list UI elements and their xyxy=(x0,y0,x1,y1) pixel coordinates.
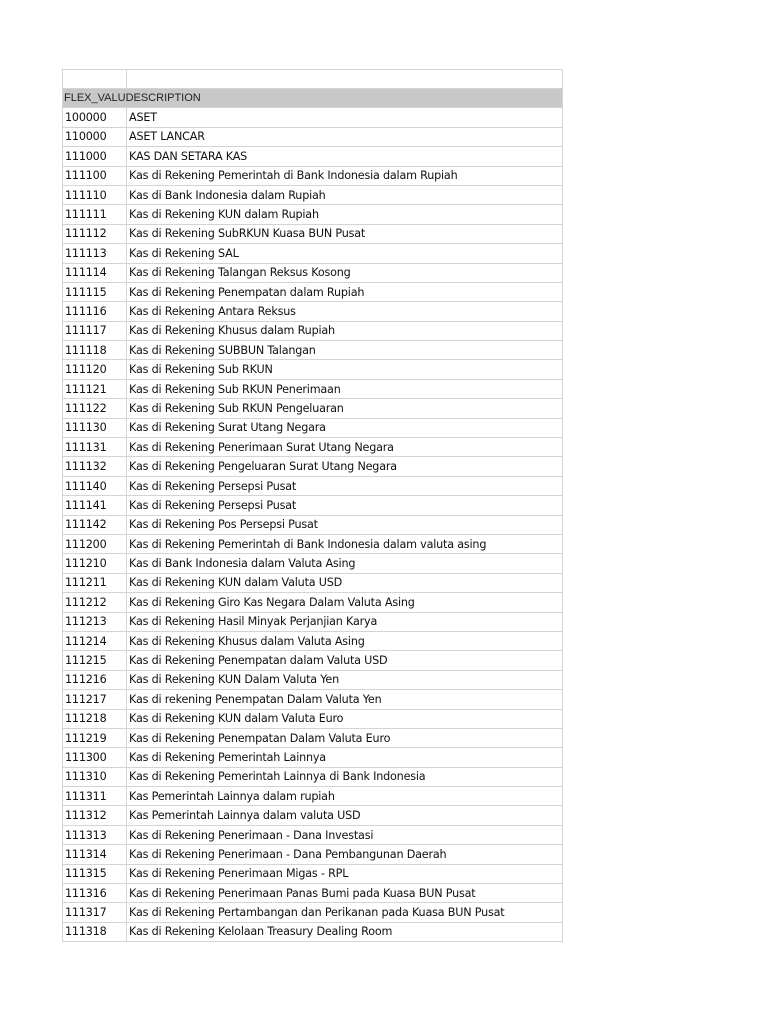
flex-value-cell: 111312 xyxy=(63,806,127,824)
table-row xyxy=(63,322,563,341)
description-cell: Kas di Rekening KUN dalam Valuta Euro xyxy=(127,710,563,728)
description-cell: Kas di Rekening Kelolaan Treasury Dealing Room xyxy=(127,923,563,941)
table-row xyxy=(63,826,563,845)
description-cell: ASET xyxy=(127,108,563,126)
description-cell: Kas di Rekening Penempatan dalam Rupiah xyxy=(127,283,563,301)
description-cell: Kas di Rekening Hasil Minyak Perjanjian Karya xyxy=(127,613,563,631)
description-cell: Kas di Rekening SubRKUN Kuasa BUN Pusat xyxy=(127,225,563,243)
description-cell: Kas di Rekening KUN Dalam Valuta Yen xyxy=(127,671,563,689)
description-cell: Kas di Rekening Giro Kas Negara Dalam Valuta Asing xyxy=(127,593,563,611)
description-cell: Kas di Rekening Penerimaan - Dana Pembangunan Daerah xyxy=(127,845,563,863)
flex-value-cell: 111115 xyxy=(63,283,127,301)
table-row xyxy=(63,787,563,806)
description-cell: Kas di Rekening Khusus dalam Valuta Asing xyxy=(127,632,563,650)
table-row xyxy=(63,167,563,186)
description-cell: Kas di Rekening Pemerintah Lainnya xyxy=(127,748,563,766)
description-cell: Kas di Rekening Penempatan dalam Valuta USD xyxy=(127,651,563,669)
description-cell: Kas di Rekening Sub RKUN Pengeluaran xyxy=(127,399,563,417)
description-cell: Kas di Bank Indonesia dalam Rupiah xyxy=(127,186,563,204)
flex-value-cell: 111218 xyxy=(63,710,127,728)
table-body xyxy=(63,108,563,942)
description-cell: Kas di Rekening Sub RKUN Penerimaan xyxy=(127,380,563,398)
empty-top-row xyxy=(63,70,563,89)
description-cell: Kas di Rekening KUN dalam Rupiah xyxy=(127,205,563,223)
table-row xyxy=(63,341,563,360)
table-row xyxy=(63,884,563,903)
flex-value-cell: 111211 xyxy=(63,574,127,592)
table-row xyxy=(63,457,563,476)
description-cell: Kas di Rekening Penerimaan Surat Utang Negara xyxy=(127,438,563,456)
description-cell: Kas di Rekening Persepsi Pusat xyxy=(127,477,563,495)
header-row xyxy=(63,89,563,108)
empty-cell xyxy=(127,70,563,88)
flex-value-cell: 111142 xyxy=(63,516,127,534)
table-row xyxy=(63,729,563,748)
flex-value-cell: 111216 xyxy=(63,671,127,689)
table-row xyxy=(63,244,563,263)
flex-value-cell: 111000 xyxy=(63,147,127,165)
flex-value-cell: 111200 xyxy=(63,535,127,553)
table-row xyxy=(63,671,563,690)
flex-value-cell: 111130 xyxy=(63,419,127,437)
flex-value-cell: 111113 xyxy=(63,244,127,262)
table-row xyxy=(63,632,563,651)
table-row xyxy=(63,380,563,399)
description-cell: Kas di Rekening SUBBUN Talangan xyxy=(127,341,563,359)
description-cell: Kas di Rekening SAL xyxy=(127,244,563,262)
flex-value-cell: 111300 xyxy=(63,748,127,766)
flex-value-cell: 111140 xyxy=(63,477,127,495)
flex-value-cell: 111212 xyxy=(63,593,127,611)
table-row xyxy=(63,845,563,864)
description-cell: Kas di Rekening Pemerintah Lainnya di Bank Indonesia xyxy=(127,768,563,786)
description-cell: Kas Pemerintah Lainnya dalam valuta USD xyxy=(127,806,563,824)
description-cell: Kas di Rekening KUN dalam Valuta USD xyxy=(127,574,563,592)
description-cell: ASET LANCAR xyxy=(127,128,563,146)
table-row xyxy=(63,516,563,535)
table-row xyxy=(63,264,563,283)
flex-value-cell: 111100 xyxy=(63,167,127,185)
table-row xyxy=(63,302,563,321)
description-cell: Kas di Bank Indonesia dalam Valuta Asing xyxy=(127,554,563,572)
table-row xyxy=(63,225,563,244)
flex-value-cell: 111116 xyxy=(63,302,127,320)
table-row xyxy=(63,399,563,418)
description-cell: Kas di Rekening Pemerintah di Bank Indonesia dalam valuta asing xyxy=(127,535,563,553)
description-cell: Kas di rekening Penempatan Dalam Valuta Yen xyxy=(127,690,563,708)
description-cell: Kas di Rekening Pemerintah di Bank Indonesia dalam Rupiah xyxy=(127,167,563,185)
flex-value-cell: 111120 xyxy=(63,360,127,378)
flex-value-cell: 111316 xyxy=(63,884,127,902)
table-row xyxy=(63,806,563,825)
description-cell: Kas di Rekening Pos Persepsi Pusat xyxy=(127,516,563,534)
description-cell: Kas Pemerintah Lainnya dalam rupiah xyxy=(127,787,563,805)
flex-value-cell: 111317 xyxy=(63,903,127,921)
table-row xyxy=(63,147,563,166)
table-row xyxy=(63,651,563,670)
table-row xyxy=(63,923,563,942)
description-cell: Kas di Rekening Sub RKUN xyxy=(127,360,563,378)
flex-value-cell: 111310 xyxy=(63,768,127,786)
table-row xyxy=(63,360,563,379)
header-cell xyxy=(63,89,201,107)
description-cell: Kas di Rekening Khusus dalam Rupiah xyxy=(127,322,563,340)
flex-value-cell: 111213 xyxy=(63,613,127,631)
description-cell: Kas di Rekening Penerimaan - Dana Investasi xyxy=(127,826,563,844)
flex-value-cell: 111313 xyxy=(63,826,127,844)
table-row xyxy=(63,613,563,632)
flex-value-cell: 111112 xyxy=(63,225,127,243)
flex-value-cell: 111215 xyxy=(63,651,127,669)
description-cell: Kas di Rekening Penerimaan Panas Bumi pada Kuasa BUN Pusat xyxy=(127,884,563,902)
header-flex-value: FLEX_VALU xyxy=(64,92,126,105)
table-row xyxy=(63,186,563,205)
flex-value-cell: 111111 xyxy=(63,205,127,223)
table-row xyxy=(63,748,563,767)
description-cell: Kas di Rekening Penerimaan Migas - RPL xyxy=(127,865,563,883)
table-row xyxy=(63,574,563,593)
flex-value-cell: 111132 xyxy=(63,457,127,475)
table-row xyxy=(63,903,563,922)
flex-value-cell: 111210 xyxy=(63,554,127,572)
flex-value-cell: 111311 xyxy=(63,787,127,805)
table-row xyxy=(63,108,563,127)
empty-cell xyxy=(63,70,127,88)
header-description: DESCRIPTION xyxy=(125,92,201,105)
flex-value-cell: 111121 xyxy=(63,380,127,398)
table-row xyxy=(63,419,563,438)
flex-value-cell: 111219 xyxy=(63,729,127,747)
flex-value-cell: 111118 xyxy=(63,341,127,359)
table-row xyxy=(63,128,563,147)
table-row xyxy=(63,477,563,496)
flex-value-cell: 111114 xyxy=(63,264,127,282)
table-row xyxy=(63,535,563,554)
table-row xyxy=(63,768,563,787)
table-row xyxy=(63,865,563,884)
table-row xyxy=(63,438,563,457)
flex-value-cell: 111131 xyxy=(63,438,127,456)
flex-value-cell: 111314 xyxy=(63,845,127,863)
description-cell: Kas di Rekening Persepsi Pusat xyxy=(127,496,563,514)
description-cell: Kas di Rekening Surat Utang Negara xyxy=(127,419,563,437)
table-row xyxy=(63,690,563,709)
flex-value-cell: 111141 xyxy=(63,496,127,514)
flex-value-cell: 100000 xyxy=(63,108,127,126)
spreadsheet-table xyxy=(62,69,563,942)
flex-value-cell: 111214 xyxy=(63,632,127,650)
flex-value-cell: 111217 xyxy=(63,690,127,708)
table-row xyxy=(63,205,563,224)
description-cell: KAS DAN SETARA KAS xyxy=(127,147,563,165)
table-row xyxy=(63,496,563,515)
table-row xyxy=(63,710,563,729)
description-cell: Kas di Rekening Pertambangan dan Perikanan pada Kuasa BUN Pusat xyxy=(127,903,563,921)
description-cell: Kas di Rekening Antara Reksus xyxy=(127,302,563,320)
table-row xyxy=(63,554,563,573)
table-row xyxy=(63,593,563,612)
flex-value-cell: 111110 xyxy=(63,186,127,204)
flex-value-cell: 111122 xyxy=(63,399,127,417)
description-cell: Kas di Rekening Talangan Reksus Kosong xyxy=(127,264,563,282)
flex-value-cell: 111117 xyxy=(63,322,127,340)
flex-value-cell: 111315 xyxy=(63,865,127,883)
flex-value-cell: 111318 xyxy=(63,923,127,941)
description-cell: Kas di Rekening Pengeluaran Surat Utang Negara xyxy=(127,457,563,475)
description-cell: Kas di Rekening Penempatan Dalam Valuta Euro xyxy=(127,729,563,747)
flex-value-cell: 110000 xyxy=(63,128,127,146)
table-row xyxy=(63,283,563,302)
